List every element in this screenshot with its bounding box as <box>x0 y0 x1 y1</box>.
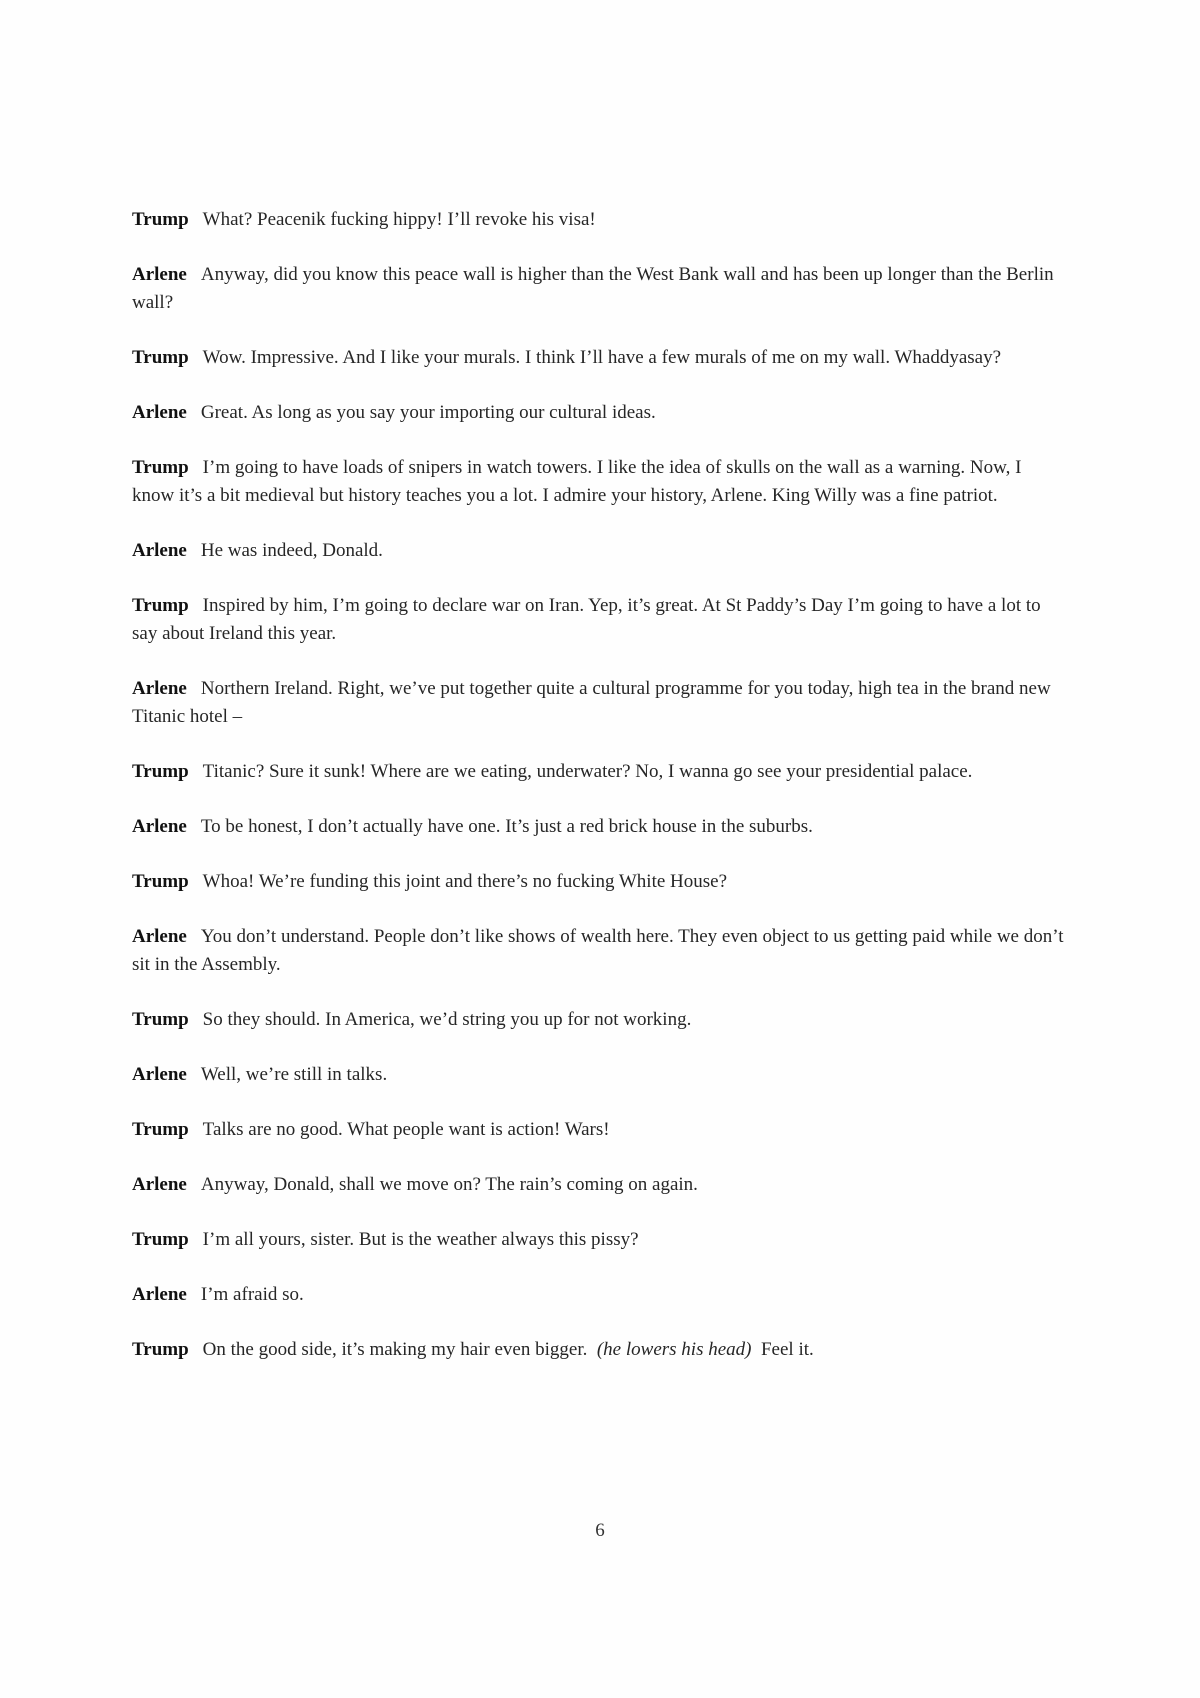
dialogue-text: Whoa! We’re funding this joint and there’s no fucking White House? <box>202 871 728 892</box>
speaker-name: Trump <box>132 457 189 478</box>
dialogue-line <box>132 1171 1068 1199</box>
dialogue-text: So they should. In America, we’d string you up for not working. <box>202 1009 692 1030</box>
dialogue-text: Wow. Impressive. And I like your murals. I think I’ll have a few murals of me on my wall. Whaddyasay? <box>202 347 1002 368</box>
speaker-name: Trump <box>132 1339 189 1360</box>
speaker-name: Arlene <box>132 678 187 699</box>
speaker-name: Trump <box>132 761 189 782</box>
dialogue-line <box>132 1061 1068 1089</box>
dialogue-text: Great. As long as you say your importing our cultural ideas. <box>200 402 656 423</box>
dialogue-text: To be honest, I don’t actually have one. It’s just a red brick house in the suburbs. <box>200 816 813 837</box>
dialogue-text: Well, we’re still in talks. <box>200 1064 388 1085</box>
speaker-name: Arlene <box>132 926 187 947</box>
speaker-name: Trump <box>132 1229 189 1250</box>
dialogue-line <box>132 675 1068 731</box>
speaker-name: Trump <box>132 347 189 368</box>
speaker-name: Trump <box>132 595 189 616</box>
dialogue-line <box>132 344 1068 372</box>
speaker-name: Trump <box>132 209 189 230</box>
dialogue-text: Inspired by him, I’m going to declare war on Iran. Yep, it’s great. At St Paddy’s Day I’m going to have a lot to say about Ireland this year. <box>132 595 1041 644</box>
dialogue-text: Talks are no good. What people want is action! Wars! <box>202 1119 610 1140</box>
dialogue-line <box>132 1006 1068 1034</box>
speaker-name: Arlene <box>132 402 187 423</box>
dialogue-text: Anyway, did you know this peace wall is higher than the West Bank wall and has been up longer than the Berlin wall? <box>132 264 1054 313</box>
dialogue-text-after: Feel it. <box>760 1339 814 1360</box>
dialogue-line <box>132 206 1068 234</box>
dialogue-line <box>132 1281 1068 1309</box>
dialogue-line <box>132 399 1068 427</box>
dialogue-line <box>132 261 1068 317</box>
dialogue-line <box>132 1116 1068 1144</box>
dialogue-text: Titanic? Sure it sunk! Where are we eating, underwater? No, I wanna go see your presidential palace. <box>202 761 973 782</box>
dialogue-text: He was indeed, Donald. <box>200 540 383 561</box>
dialogue-text: I’m afraid so. <box>200 1284 304 1305</box>
dialogue-text: What? Peacenik fucking hippy! I’ll revoke his visa! <box>202 209 596 230</box>
dialogue-text: Anyway, Donald, shall we move on? The rain’s coming on again. <box>200 1174 698 1195</box>
dialogue-line <box>132 1226 1068 1254</box>
dialogue-block <box>132 206 1068 1391</box>
speaker-name: Trump <box>132 871 189 892</box>
speaker-name: Trump <box>132 1009 189 1030</box>
dialogue-line <box>132 537 1068 565</box>
speaker-name: Arlene <box>132 816 187 837</box>
dialogue-line <box>132 813 1068 841</box>
speaker-name: Arlene <box>132 1284 187 1305</box>
dialogue-line <box>132 1336 1068 1364</box>
dialogue-text: I’m all yours, sister. But is the weather always this pissy? <box>202 1229 639 1250</box>
speaker-name: Arlene <box>132 264 187 285</box>
dialogue-line <box>132 758 1068 786</box>
dialogue-line <box>132 923 1068 979</box>
dialogue-line <box>132 454 1068 510</box>
speaker-name: Arlene <box>132 1064 187 1085</box>
dialogue-line <box>132 592 1068 648</box>
speaker-name: Arlene <box>132 1174 187 1195</box>
dialogue-text: You don’t understand. People don’t like shows of wealth here. They even object to us getting paid while we don’t sit in the Assembly. <box>132 926 1064 975</box>
dialogue-text: I’m going to have loads of snipers in watch towers. I like the idea of skulls on the wall as a warning. Now, I know it’s a bit medieval but history teaches you a lot. I admire your history, Arlene. King Willy was a fine patriot. <box>132 457 1022 506</box>
speaker-name: Arlene <box>132 540 187 561</box>
stage-direction: (he lowers his head) <box>596 1339 752 1360</box>
dialogue-text: On the good side, it’s making my hair even bigger. <box>202 1339 588 1360</box>
dialogue-text: Northern Ireland. Right, we’ve put together quite a cultural programme for you today, high tea in the brand new Titanic hotel – <box>132 678 1051 727</box>
page-number: 6 <box>595 1520 605 1541</box>
dialogue-line <box>132 868 1068 896</box>
speaker-name: Trump <box>132 1119 189 1140</box>
